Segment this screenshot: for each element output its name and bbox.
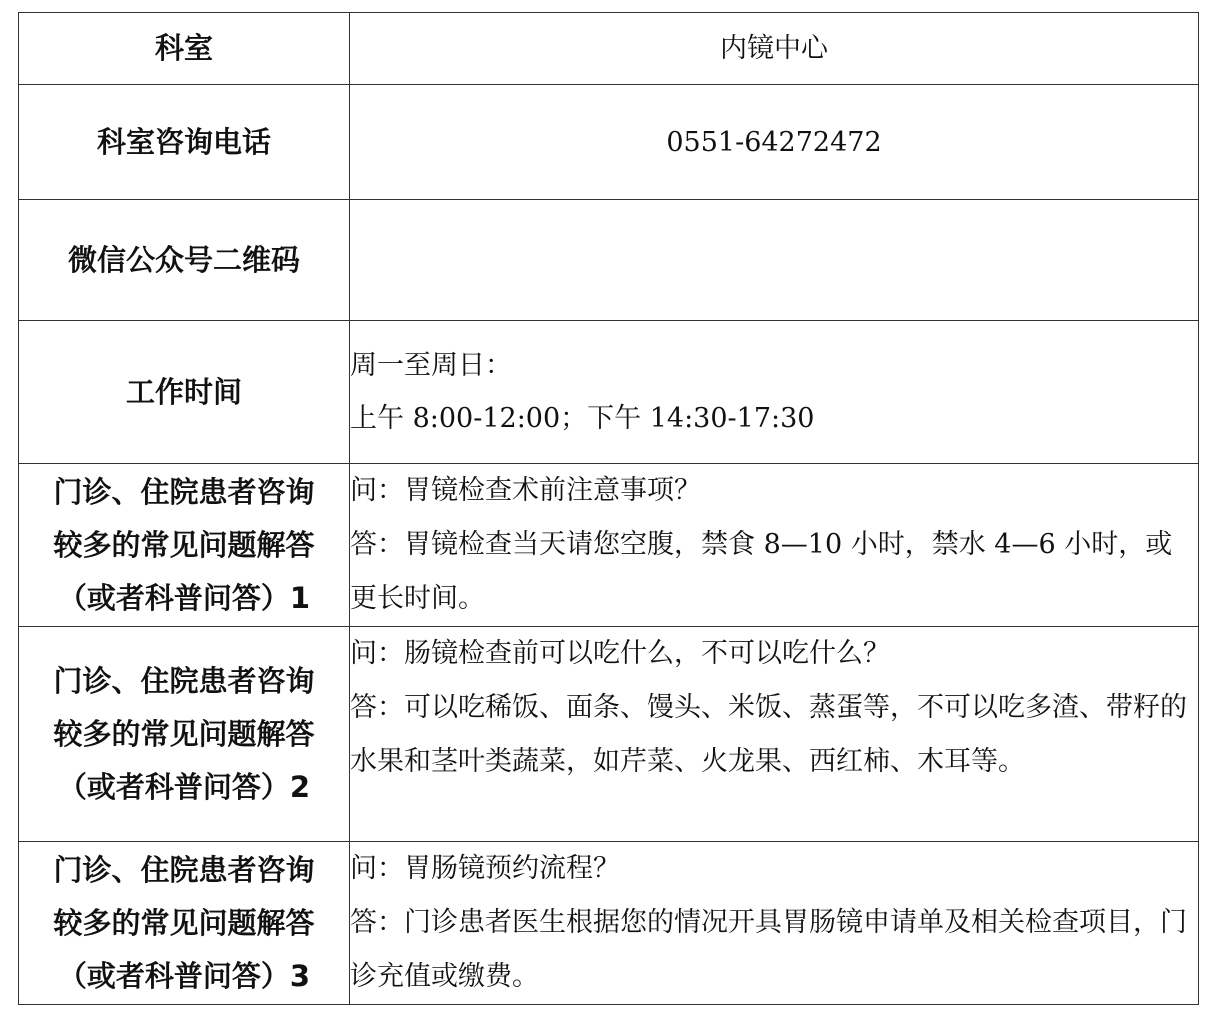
faq-answer: 答：胃镜检查当天请您空腹，禁食 8—10 小时，禁水 4—6 小时，或更长时间。 (350, 529, 1173, 614)
faq-label-line: （或者科普问答）1 (57, 580, 311, 615)
row-label: 科室咨询电话 (19, 85, 350, 200)
faq-question: 问：胃肠镜预约流程？ (350, 853, 620, 884)
working-times: 上午 8:00-12:00；下午 14:30-17:30 (350, 403, 815, 434)
faq-content (350, 627, 1199, 842)
faq-label-line: 较多的常见问题解答 (53, 716, 315, 751)
faq-answer: 答：门诊患者医生根据您的情况开具胃肠镜申请单及相关检查项目，门诊充值或缴费。 (350, 907, 1187, 992)
faq-label-line: 较多的常见问题解答 (53, 527, 315, 562)
faq-question: 问：胃镜检查术前注意事项？ (350, 475, 701, 506)
table-row (19, 13, 1199, 85)
faq-label-line: 较多的常见问题解答 (53, 905, 315, 940)
department-name: 内镜中心 (350, 13, 1199, 85)
faq-label-line: 门诊、住院患者咨询 (53, 852, 315, 887)
table-row (19, 321, 1199, 464)
faq-label (19, 842, 350, 1005)
table-row (19, 627, 1199, 842)
table-row (19, 464, 1199, 627)
working-hours (350, 321, 1199, 464)
faq-content (350, 842, 1199, 1005)
row-label: 微信公众号二维码 (19, 200, 350, 321)
department-info-table (18, 12, 1199, 1005)
table-row (19, 200, 1199, 321)
working-days: 周一至周日： (350, 350, 512, 381)
table-row (19, 842, 1199, 1005)
faq-label (19, 464, 350, 627)
qr-code-cell (350, 200, 1199, 321)
row-label: 工作时间 (19, 321, 350, 464)
faq-label-line: （或者科普问答）2 (57, 769, 311, 804)
faq-label (19, 627, 350, 842)
faq-answer: 答：可以吃稀饭、面条、馒头、米饭、蒸蛋等，不可以吃多渣、带籽的水果和茎叶类蔬菜，如芹菜、火龙果、西红柿、木耳等。 (350, 692, 1187, 777)
table-row (19, 85, 1199, 200)
row-label: 科室 (19, 13, 350, 85)
faq-question: 问：肠镜检查前可以吃什么，不可以吃什么？ (350, 638, 890, 669)
phone-number: 0551-64272472 (350, 85, 1199, 200)
faq-label-line: 门诊、住院患者咨询 (53, 474, 315, 509)
faq-label-line: 门诊、住院患者咨询 (53, 663, 315, 698)
faq-label-line: （或者科普问答）3 (57, 958, 311, 993)
faq-content (350, 464, 1199, 627)
